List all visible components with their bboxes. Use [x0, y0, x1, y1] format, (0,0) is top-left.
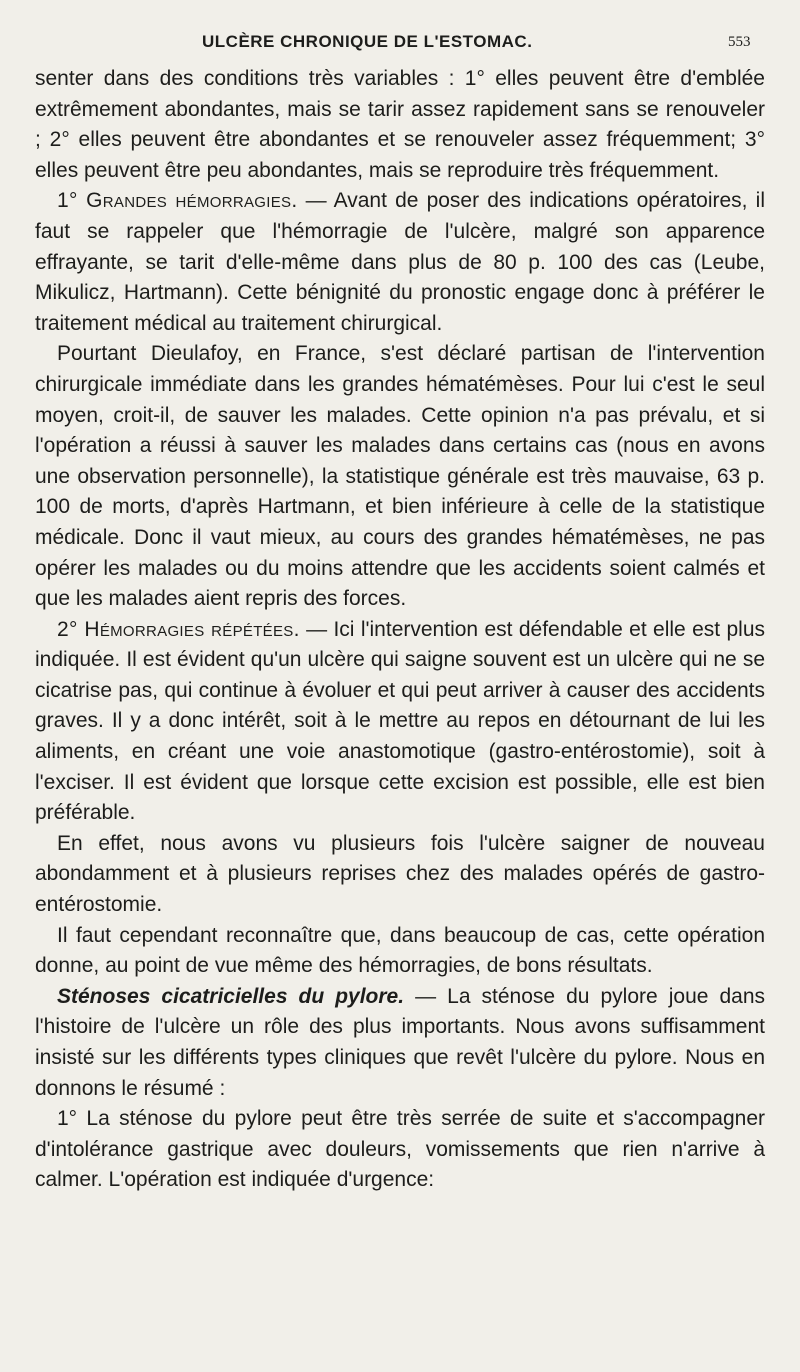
section-label-hemorragies-repetees: 2° Hémorragies répétées. [57, 617, 300, 641]
running-title: ULCÈRE CHRONIQUE DE L'ESTOMAC. [202, 32, 533, 51]
page-number: 553 [728, 34, 751, 50]
paragraph-stenose-serree: 1° La sténose du pylore peut être très serrée de suite et s'accompagner d'intolérance gastrique avec douleurs, vomissements que rien n'arrive à calmer. L'opération est indiquée d'urgence: [35, 1107, 765, 1192]
section-heading-stenoses: Sténoses cicatricielles du pylore. [57, 984, 405, 1008]
paragraph-text: — Avant de poser des indications opératoires, il faut se rappeler que l'hémorragie de l'ulcère, malgré son apparence effrayante, se tarit d'elle-même dans plus de 80 p. 100 des cas (Leube, Mikulicz, Hartmann). Cette bénignité du pronostic engage donc à préférer le traitement médical au traitement chirurgical. [35, 189, 765, 335]
page-body [35, 64, 765, 1196]
paragraph-grandes-hemorragies [35, 186, 765, 339]
paragraph-continuation: senter dans des conditions très variables : 1° elles peuvent être d'emblée extrêmement abondantes, mais se tarir assez rapidement sans se renouveler ; 2° elles peuvent être abondantes et se renouveler assez fréquemment; 3° elles peuvent être peu abondantes, mais se reproduire très fréquemment. [35, 67, 765, 182]
paragraph-hemorragies-repetees [35, 615, 765, 829]
section-label-grandes-hemorragies: 1° Grandes hémorragies. [57, 189, 298, 213]
paragraph-stenoses [35, 982, 765, 1104]
paragraph-text: — La sténose du pylore joue dans l'histoire de l'ulcère un rôle des plus importants. Nous avons suffisamment insisté sur les différents types cliniques que revêt l'ulcère du pylore. Nous en donnons le résumé : [35, 984, 766, 1100]
paragraph-text: — Ici l'intervention est défendable et elle est plus indiquée. Il est évident qu'un ulcère qui saigne souvent est un ulcère qui ne se cicatrise pas, qui continue à évoluer et qui peut arriver à causer des accidents graves. Il y a donc intérêt, soit à le mettre au repos en détournant de lui les aliments, en créant une voie anastomotique (gastro-entérostomie), soit à l'exciser. Il est évident que lorsque cette excision est possible, elle est bien préférable. [35, 617, 765, 825]
page-header [0, 30, 800, 60]
paragraph-dieulafoy: Pourtant Dieulafoy, en France, s'est déclaré partisan de l'intervention chirurgicale immédiate dans les grandes hématémèses. Pour lui c'est le seul moyen, croit-il, de sauver les malades. Cette opinion n'a pas prévalu, et si l'opération a réussi à sauver les malades dans certains cas (nous en avons une observation personnelle), la statistique générale est très mauvaise, 63 p. 100 de morts, d'après Hartmann, et bien inférieure à celle de la statistique médicale. Donc il vaut mieux, au cours des grandes hématémèses, ne pas opérer les malades ou du moins attendre que les accidents soient calmés et que les malades aient repris des forces. [35, 342, 765, 611]
paragraph-il-faut: Il faut cependant reconnaître que, dans beaucoup de cas, cette opération donne, au point de vue même des hémorragies, de bons résultats. [35, 923, 765, 978]
paragraph-en-effet: En effet, nous avons vu plusieurs fois l'ulcère saigner de nouveau abondamment et à plusieurs reprises chez des malades opérés de gastro-entérostomie. [35, 831, 765, 917]
